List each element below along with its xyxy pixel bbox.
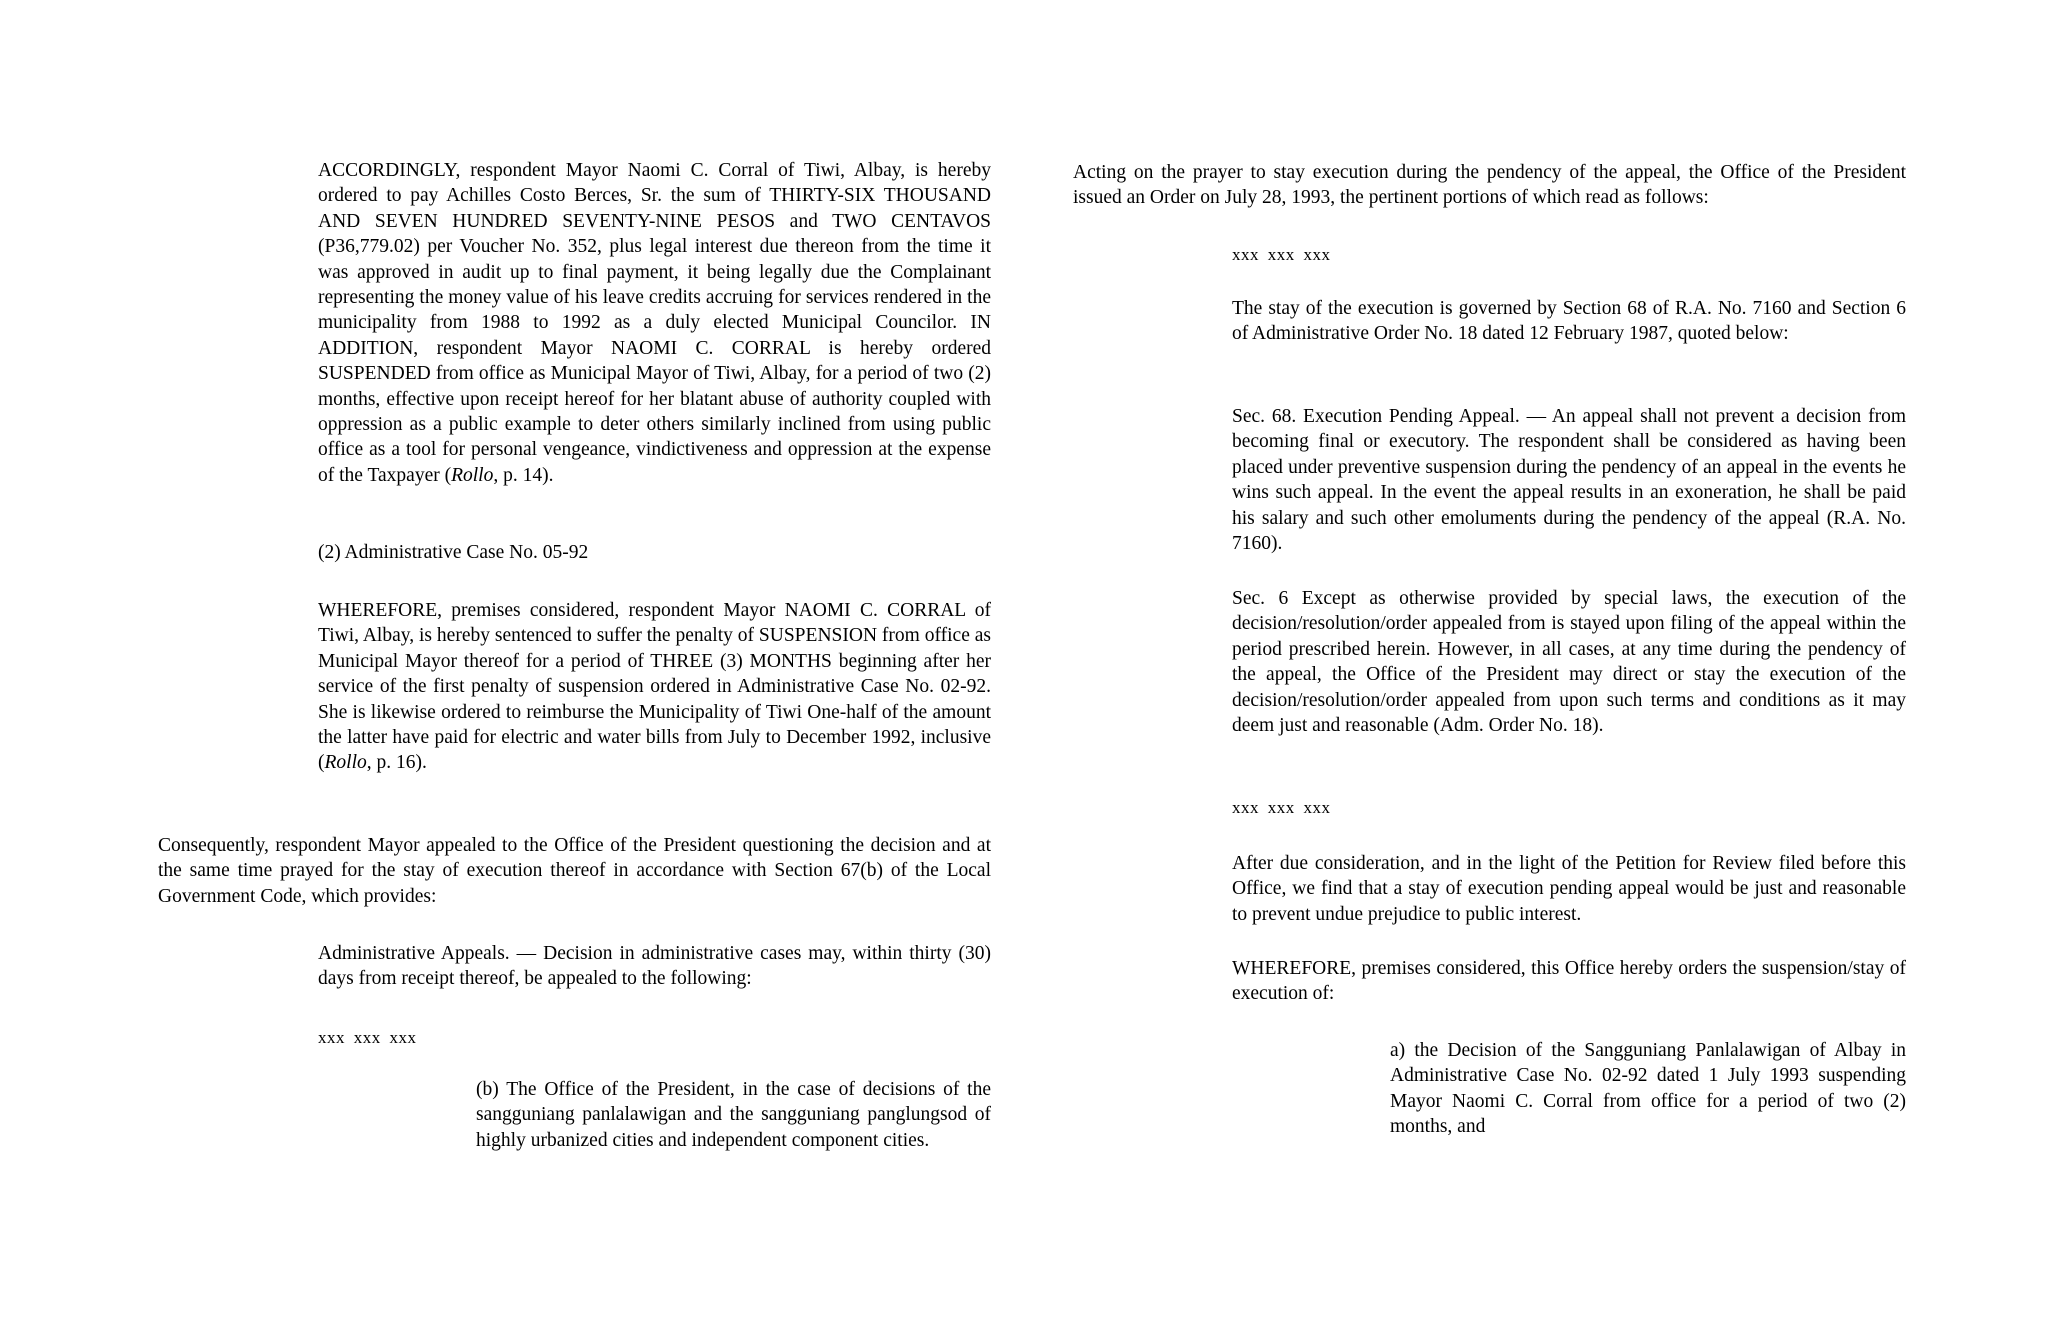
omission-marker: xxx xxx xxx bbox=[1232, 798, 1331, 817]
rollo-citation: Rollo bbox=[451, 464, 494, 486]
quoted-office-of-president-clause: (b) The Office of the President, in the case of decisions of the sangguniang panlalawigan and the sangguniang panglungsod of highly urbanized cities and independent component cities. bbox=[476, 1079, 991, 1151]
citation-page: , p. 16). bbox=[366, 752, 427, 774]
rollo-citation: Rollo bbox=[324, 752, 367, 774]
quoted-administrative-appeals: Administrative Appeals. — Decision in administrative cases may, within thirty (30) days from receipt thereof, be appealed to the following: bbox=[318, 943, 991, 990]
citation-page: , p. 14). bbox=[493, 464, 554, 486]
quoted-after-consideration: After due consideration, and in the light of the Petition for Review filed before this Office, we find that a stay of execution pending appeal would be just and reasonable to prevent undue prejudice to public interest. bbox=[1232, 853, 1906, 925]
quoted-order-suspension bbox=[318, 598, 991, 776]
quoted-section-68: Sec. 68. Execution Pending Appeal. — An appeal shall not prevent a decision from becoming final or executory. The respondent shall be considered as having been placed under preventive suspension during the pendency of an appeal in the events he wins such appeal. In the event the appeal results in an exoneration, he shall be paid his salary and such other emoluments during the pendency of the appeal (R.A. No. 7160). bbox=[1232, 406, 1906, 555]
quoted-order-text: WHEREFORE, premises considered, respondent Mayor NAOMI C. CORRAL of Tiwi, Albay, is hereby sentenced to suffer the penalty of SUSPENSION from office as Municipal Mayor thereof for a period of THREE (3) MONTHS beginning after her service of the first penalty of suspension ordered in Administrative Case No. 02-92. She is likewise ordered to reimburse the Municipality of Tiwi One-half of the amount the latter have paid for electric and water bills from July to December 1992, inclusive ( bbox=[318, 600, 991, 774]
case-heading: (2) Administrative Case No. 05-92 bbox=[318, 542, 589, 563]
quoted-section-6: Sec. 6 Except as otherwise provided by special laws, the execution of the decision/resolution/order appealed from is stayed upon filing of the appeal within the period prescribed herein. However, in all cases, at any time during the pendency of the appeal, the Office of the President may direct or stay the execution of the decision/resolution/order appealed from upon such terms and conditions as it may deem just and reasonable (Adm. Order No. 18). bbox=[1232, 588, 1906, 737]
body-paragraph-acting: Acting on the prayer to stay execution during the pendency of the appeal, the Office of the President issued an Order on July 28, 1993, the pertinent portions of which read as follows: bbox=[1073, 162, 1906, 209]
quoted-order-corral-payment bbox=[318, 158, 991, 488]
omission-marker: xxx xxx xxx bbox=[1232, 245, 1331, 264]
quoted-stay-governed: The stay of the execution is governed by Section 68 of R.A. No. 7160 and Section 6 of Administrative Order No. 18 dated 12 February 1987, quoted below: bbox=[1232, 298, 1906, 345]
omission-marker: xxx xxx xxx bbox=[318, 1028, 417, 1047]
quoted-item-a: a) the Decision of the Sangguniang Panlalawigan of Albay in Administrative Case No. 02-92 dated 1 July 1993 suspending Mayor Naomi C. Corral from office for a period of two (2) months, and bbox=[1390, 1040, 1906, 1138]
body-paragraph-consequently: Consequently, respondent Mayor appealed to the Office of the President questioning the decision and at the same time prayed for the stay of execution thereof in accordance with Section 67(b) of the Local Government Code, which provides: bbox=[158, 835, 991, 907]
quoted-wherefore-stay: WHEREFORE, premises considered, this Office hereby orders the suspension/stay of execution of: bbox=[1232, 958, 1906, 1005]
quoted-order-text: ACCORDINGLY, respondent Mayor Naomi C. Corral of Tiwi, Albay, is hereby ordered to pay Achilles Costo Berces, Sr. the sum of THIRTY-SIX THOUSAND AND SEVEN HUNDRED SEVENTY-NINE PESOS and TWO CENTAVOS (P36,779.02) per Voucher No. 352, plus legal interest due thereon from the time it was approved in audit up to final payment, it being legally due the Complainant representing the money value of his leave credits accruing for services rendered in the municipality from 1988 to 1992 as a duly elected Municipal Councilor. IN ADDITION, respondent Mayor NAOMI C. CORRAL is hereby ordered SUSPENDED from office as Municipal Mayor of Tiwi, Albay, for a period of two (2) months, effective upon receipt hereof for her blatant abuse of authority coupled with oppression as a public example to deter others similarly inclined from using public office as a tool for personal vengeance, vindictiveness and oppression at the expense of the Taxpayer ( bbox=[318, 160, 991, 486]
